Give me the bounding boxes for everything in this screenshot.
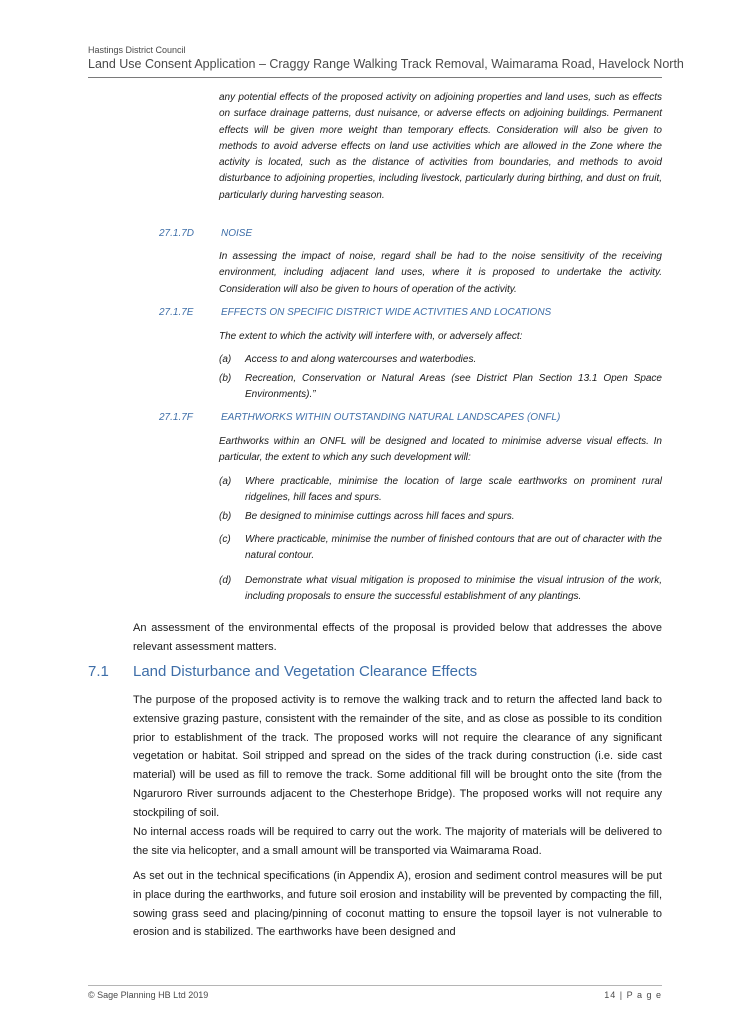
list-item-label: (c) xyxy=(219,534,231,545)
section-text-27-1-7e: The extent to which the activity will interfere with, or adversely affect: xyxy=(219,331,523,342)
page-number: 14 | P a g e xyxy=(604,990,662,1000)
list-item-label: (a) xyxy=(219,476,232,487)
section-heading-27-1-7e xyxy=(159,307,551,318)
section-heading-27-1-7d xyxy=(159,228,252,239)
list-item xyxy=(219,352,662,368)
header-title: Land Use Consent Application – Craggy Range Walking Track Removal, Waimarama Road, Havelock North xyxy=(88,57,684,71)
list-item xyxy=(219,474,662,507)
section-number: 27.1.7D xyxy=(159,228,195,239)
section-number: 7.1 xyxy=(88,663,109,680)
list-item xyxy=(219,532,662,565)
quote-continuation: any potential effects of the proposed activity on adjoining properties and land uses, such as effects on surface drainage patterns, dust nuisance, or adverse effects on adjoining buildings. Permanent effects will be given more weight than temporary effects. Consideration will also be given to methods to avoid adverse effects on land use activities which are allowed in the Zone where the activity is located, such as the distance of activities from boundaries, and methods to avoid disturbance to adjoining properties, including livestock, particularly during birthing, and dust on fruit, particularly during harvesting season. xyxy=(219,92,662,201)
list-item xyxy=(219,573,662,606)
section-number: 27.1.7F xyxy=(159,412,193,423)
section-title: NOISE xyxy=(221,228,253,239)
list-item-text: Where practicable, minimise the location of large scale earthworks on prominent rural ridgelines, hill faces and spurs. xyxy=(245,476,662,504)
list-item-text: Access to and along watercourses and waterbodies. xyxy=(245,354,477,365)
list-item-label: (a) xyxy=(219,354,232,365)
list-item-label: (d) xyxy=(219,575,232,586)
list-item-text: Recreation, Conservation or Natural Areas (see District Plan Section 13.1 Open Space Environments).” xyxy=(245,373,662,401)
list-item xyxy=(219,371,662,404)
body-paragraph: No internal access roads will be required to carry out the work. The majority of materials will be delivered to the site via helicopter, and a small amount will be transported via Waimarama Road. xyxy=(133,826,662,857)
list-item-label: (b) xyxy=(219,373,232,384)
body-paragraph: The purpose of the proposed activity is to remove the walking track and to return the affected land back to extensive grazing pasture, consistent with the remainder of the site, and as close as possible to its condition prior to establishment of the track. The proposed works will not require the clearance of any significant vegetation or habitat. Soil stripped and spread on the sides of the track during construction (i.e. side cast material) will be used as fill to remove the track. Some additional fill will be brought onto the site (from the Ngaruroro River surrounds adjacent to the Chesterhope Bridge). The proposed works will not require any stockpiling of soil. xyxy=(133,694,662,819)
list-item-text: Demonstrate what visual mitigation is proposed to minimise the visual intrusion of the work, including proposals to ensure the successful establishment of any plantings. xyxy=(245,575,662,603)
section-title: Land Disturbance and Vegetation Clearance Effects xyxy=(133,663,478,680)
footer-rule xyxy=(88,985,662,986)
page-header xyxy=(88,44,684,72)
header-organization: Hastings District Council xyxy=(88,45,186,55)
section-heading-27-1-7f xyxy=(159,412,560,423)
list-item-text: Be designed to minimise cuttings across hill faces and spurs. xyxy=(245,511,515,522)
section-text-27-1-7f: Earthworks within an ONFL will be designed and located to minimise adverse visual effects. In particular, the extent to which any such development will: xyxy=(219,436,662,464)
list-item xyxy=(219,509,662,525)
intro-paragraph: An assessment of the environmental effects of the proposal is provided below that addresses the above relevant assessment matters. xyxy=(133,622,662,653)
section-text-27-1-7d: In assessing the impact of noise, regard shall be had to the noise sensitivity of the receiving environment, including adjacent land uses, where it is proposed to undertake the activity. Consideration will also be given to hours of operation of the activity. xyxy=(219,251,662,295)
header-rule xyxy=(88,77,662,78)
body-paragraph: As set out in the technical specifications (in Appendix A), erosion and sediment control measures will be put in place during the earthworks, and future soil erosion and instability will be prevented by compacting the fill, sowing grass seed and placing/pinning of coconut matting to ensure the topsoil layer is not vulnerable to erosion and is stabilized. The earthworks have been designed and xyxy=(133,870,662,939)
section-heading-7-1 xyxy=(88,663,477,680)
section-title: EFFECTS ON SPECIFIC DISTRICT WIDE ACTIVITIES AND LOCATIONS xyxy=(221,307,552,318)
list-item-label: (b) xyxy=(219,511,232,522)
footer-copyright: © Sage Planning HB Ltd 2019 xyxy=(88,990,209,1000)
list-item-text: Where practicable, minimise the number of finished contours that are out of character with the natural contour. xyxy=(245,534,662,562)
section-title: EARTHWORKS WITHIN OUTSTANDING NATURAL LANDSCAPES (ONFL) xyxy=(221,412,561,423)
section-number: 27.1.7E xyxy=(159,307,194,318)
